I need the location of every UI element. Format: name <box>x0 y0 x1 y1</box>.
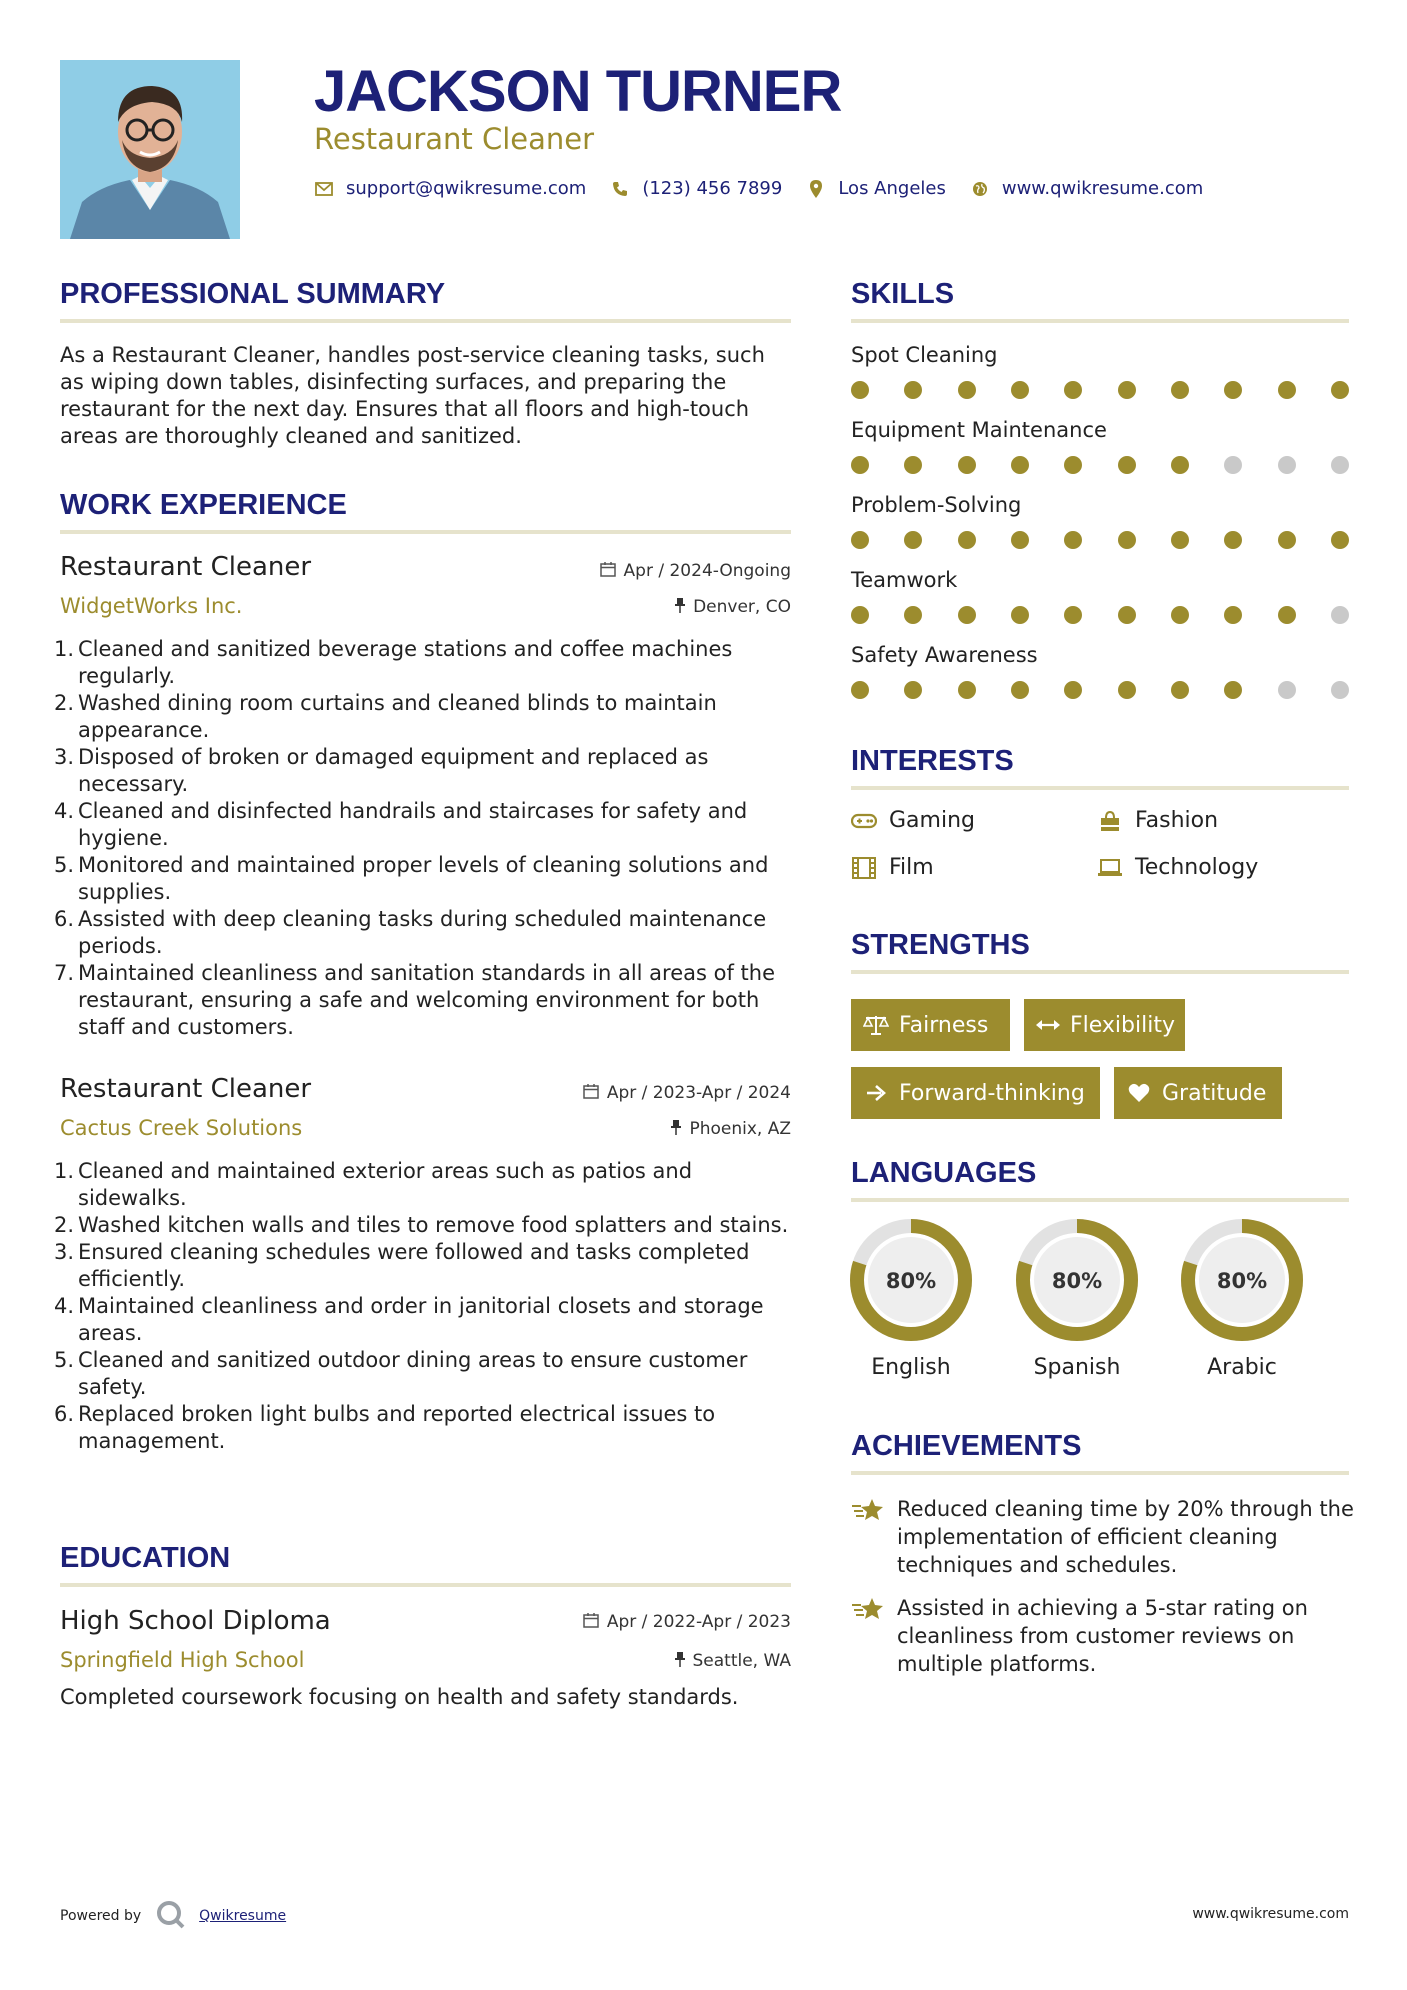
job-date-text: Apr / 2024-Ongoing <box>623 561 791 581</box>
rating-dot-filled <box>1011 606 1029 624</box>
education-school: Springfield High School <box>60 1648 305 1672</box>
candidate-role: Restaurant Cleaner <box>314 122 595 156</box>
envelope-icon <box>314 182 334 196</box>
rating-dot-filled <box>851 681 869 699</box>
rating-dot-filled <box>1278 606 1296 624</box>
rating-dot-filled <box>1171 456 1189 474</box>
job-location <box>671 1119 791 1139</box>
list-item: 2. Washed kitchen walls and tiles to remove food splatters and stains. <box>54 1213 789 1237</box>
job-bullets <box>54 1158 800 1455</box>
interests-heading: INTERESTS <box>851 745 1014 777</box>
list-item: 4. Cleaned and disinfected handrails and staircases for safety and hygiene. <box>54 799 748 850</box>
language-name: Spanish <box>1033 1355 1121 1380</box>
language-name: Arabic <box>1207 1355 1277 1380</box>
contact-phone[interactable]: (123) 456 7899 <box>642 178 783 199</box>
shooting-star-icon <box>851 1594 885 1678</box>
rating-dot-filled <box>1224 531 1242 549</box>
rating-dot-filled <box>904 531 922 549</box>
achievement-text: Assisted in achieving a 5-star rating on cleanliness from customer reviews on multiple platforms. <box>897 1596 1308 1676</box>
language-gauge <box>849 1218 973 1342</box>
brand-link[interactable]: Qwikresume <box>199 1908 287 1924</box>
rating-dot-filled <box>1011 681 1029 699</box>
rating-dot-filled <box>1331 531 1349 549</box>
skill-rating <box>851 531 1349 549</box>
candidate-name: JACKSON TURNER <box>314 59 842 124</box>
list-item: 1. Cleaned and sanitized beverage stations and coffee machines regularly. <box>54 637 733 688</box>
rating-dot-empty <box>1331 606 1349 624</box>
rating-dot-filled <box>851 381 869 399</box>
job-location <box>675 597 791 617</box>
job-date-text: Apr / 2023-Apr / 2024 <box>606 1083 791 1103</box>
skills-heading: SKILLS <box>851 278 955 310</box>
film-icon <box>851 857 877 879</box>
strength-label: Fairness <box>899 1012 989 1038</box>
rating-dot-filled <box>1278 381 1296 399</box>
rating-dot-filled <box>1011 531 1029 549</box>
rating-dot-filled <box>904 381 922 399</box>
contact-email[interactable]: support@qwikresume.com <box>346 178 587 199</box>
list-item: 2. Washed dining room curtains and cleaned blinds to maintain appearance. <box>54 691 717 742</box>
language-name: English <box>871 1355 951 1380</box>
skill-name: Safety Awareness <box>851 643 1038 667</box>
language-gauge-chart <box>849 1218 973 1342</box>
balance-scale-icon <box>863 1014 889 1036</box>
contact-bar <box>314 178 1227 199</box>
rating-dot-filled <box>1278 531 1296 549</box>
profile-photo <box>60 60 240 239</box>
calendar-icon <box>583 1083 599 1103</box>
education-rule <box>60 1583 791 1587</box>
achievement-item <box>851 1594 1361 1678</box>
experience-heading: WORK EXPERIENCE <box>60 489 347 521</box>
contact-website[interactable]: www.qwikresume.com <box>1001 178 1204 199</box>
achievements-rule <box>851 1471 1349 1475</box>
interests-rule <box>851 786 1349 790</box>
rating-dot-filled <box>958 606 976 624</box>
skill-name: Teamwork <box>851 568 958 592</box>
skill-rating <box>851 681 1349 699</box>
gauge-percent-label: 80% <box>885 1269 937 1293</box>
job-location-text: Phoenix, AZ <box>689 1119 791 1139</box>
rating-dot-filled <box>1118 681 1136 699</box>
skill-rating <box>851 381 1349 399</box>
rating-dot-filled <box>1118 381 1136 399</box>
rating-dot-filled <box>1118 531 1136 549</box>
language-gauge <box>1015 1218 1139 1342</box>
interest-label: Technology <box>1135 855 1259 880</box>
rating-dot-filled <box>1118 456 1136 474</box>
education-location-text: Seattle, WA <box>692 1651 791 1671</box>
rating-dot-filled <box>1224 381 1242 399</box>
rating-dot-filled <box>1118 606 1136 624</box>
languages-rule <box>851 1198 1349 1202</box>
strength-label: Forward-thinking <box>899 1080 1085 1106</box>
education-degree: High School Diploma <box>60 1606 331 1636</box>
rating-dot-empty <box>1278 681 1296 699</box>
rating-dot-filled <box>904 456 922 474</box>
rating-dot-filled <box>958 456 976 474</box>
education-text: Completed coursework focusing on health and safety standards. <box>60 1685 739 1709</box>
strength-label: Gratitude <box>1162 1080 1267 1106</box>
education-date-text: Apr / 2022-Apr / 2023 <box>606 1612 791 1632</box>
job-title: Restaurant Cleaner <box>60 552 312 582</box>
achievement-text: Reduced cleaning time by 20% through the implementation of efficient cleaning techniques and schedules. <box>897 1497 1354 1577</box>
rating-dot-empty <box>1224 456 1242 474</box>
job-date <box>583 1083 791 1103</box>
skill-name: Equipment Maintenance <box>851 418 1107 442</box>
education-date <box>583 1612 791 1632</box>
shooting-star-icon <box>851 1495 885 1579</box>
list-item: 3. Ensured cleaning schedules were followed and tasks completed efficiently. <box>54 1240 750 1291</box>
languages-heading: LANGUAGES <box>851 1157 1037 1189</box>
rating-dot-filled <box>904 606 922 624</box>
rating-dot-empty <box>1331 681 1349 699</box>
interest-fashion <box>1097 808 1218 833</box>
achievements-heading: ACHIEVEMENTS <box>851 1430 1082 1462</box>
job-bullets <box>54 636 800 1041</box>
shopping-bag-icon <box>1097 810 1123 832</box>
rating-dot-filled <box>1064 531 1082 549</box>
rating-dot-filled <box>1224 681 1242 699</box>
rating-dot-filled <box>1171 531 1189 549</box>
summary-heading: PROFESSIONAL SUMMARY <box>60 278 446 310</box>
globe-icon <box>970 181 990 197</box>
powered-by-label: Powered by <box>60 1908 142 1924</box>
heart-icon <box>1126 1083 1152 1103</box>
gauge-percent-label: 80% <box>1051 1269 1103 1293</box>
rating-dot-filled <box>1064 381 1082 399</box>
calendar-icon <box>600 561 616 581</box>
interest-technology <box>1097 855 1258 880</box>
interest-gaming <box>851 808 975 833</box>
list-item: 5. Cleaned and sanitized outdoor dining areas to ensure customer safety. <box>54 1348 748 1399</box>
list-item: 6. Replaced broken light bulbs and reported electrical issues to management. <box>54 1402 716 1453</box>
rating-dot-filled <box>904 681 922 699</box>
list-item: 5. Monitored and maintained proper levels of cleaning solutions and supplies. <box>54 853 769 904</box>
qwikresume-logo-icon <box>155 1899 185 1933</box>
profile-photo-illustration <box>60 60 240 239</box>
arrows-horizontal-icon <box>1036 1019 1060 1031</box>
job-location-text: Denver, CO <box>693 597 791 617</box>
interest-film <box>851 855 934 880</box>
strength-tag-flexibility <box>1024 999 1185 1051</box>
achievement-item <box>851 1495 1361 1579</box>
arrow-right-icon <box>863 1084 889 1102</box>
list-item: 1. Cleaned and maintained exterior areas such as patios and sidewalks. <box>54 1159 693 1210</box>
skills-rule <box>851 319 1349 323</box>
rating-dot-filled <box>1171 381 1189 399</box>
job-title: Restaurant Cleaner <box>60 1074 312 1104</box>
list-item: 6. Assisted with deep cleaning tasks during scheduled maintenance periods. <box>54 907 767 958</box>
strength-tag-fairness <box>851 999 1010 1051</box>
list-item: 3. Disposed of broken or damaged equipment and replaced as necessary. <box>54 745 709 796</box>
rating-dot-filled <box>1331 381 1349 399</box>
rating-dot-filled <box>958 381 976 399</box>
language-gauge <box>1180 1218 1304 1342</box>
interest-label: Film <box>889 855 934 880</box>
strength-tag-gratitude <box>1114 1067 1282 1119</box>
skill-name: Spot Cleaning <box>851 343 998 367</box>
rating-dot-filled <box>958 681 976 699</box>
education-heading: EDUCATION <box>60 1542 231 1574</box>
job-date <box>600 561 791 581</box>
language-gauge-chart <box>1015 1218 1139 1342</box>
gauge-percent-label: 80% <box>1216 1269 1268 1293</box>
calendar-icon <box>583 1612 599 1632</box>
rating-dot-filled <box>1171 606 1189 624</box>
rating-dot-filled <box>1171 681 1189 699</box>
gamepad-icon <box>851 813 877 829</box>
experience-rule <box>60 530 791 534</box>
language-gauge-chart <box>1180 1218 1304 1342</box>
education-location <box>675 1651 792 1671</box>
job-company: Cactus Creek Solutions <box>60 1116 303 1140</box>
rating-dot-filled <box>851 456 869 474</box>
rating-dot-filled <box>1064 606 1082 624</box>
footer-powered-by <box>60 1899 286 1933</box>
contact-location: Los Angeles <box>838 178 946 199</box>
footer-website[interactable]: www.qwikresume.com <box>1192 1906 1349 1922</box>
job-company: WidgetWorks Inc. <box>60 594 243 618</box>
skill-rating <box>851 606 1349 624</box>
summary-text: As a Restaurant Cleaner, handles post-service cleaning tasks, such as wiping down tables, disinfecting surfaces, and preparing the restaurant for the next day. Ensures that all floors and high-touch areas are thoroughly cleaned and sanitized. <box>60 343 765 448</box>
rating-dot-filled <box>851 606 869 624</box>
pushpin-icon <box>675 1652 685 1671</box>
list-item: 7. Maintained cleanliness and sanitation standards in all areas of the restaurant, ensuring a safe and welcoming environment for both staff and customers. <box>54 961 775 1039</box>
pushpin-icon <box>671 1120 681 1139</box>
rating-dot-empty <box>1278 456 1296 474</box>
rating-dot-filled <box>958 531 976 549</box>
strength-label: Flexibility <box>1070 1012 1175 1038</box>
list-item: 4. Maintained cleanliness and order in janitorial closets and storage areas. <box>54 1294 764 1345</box>
rating-dot-filled <box>1224 606 1242 624</box>
summary-rule <box>60 319 791 323</box>
laptop-icon <box>1097 859 1123 877</box>
rating-dot-empty <box>1331 456 1349 474</box>
strengths-heading: STRENGTHS <box>851 929 1030 961</box>
rating-dot-filled <box>1011 456 1029 474</box>
skill-name: Problem-Solving <box>851 493 1022 517</box>
pushpin-icon <box>675 598 685 617</box>
rating-dot-filled <box>851 531 869 549</box>
strengths-rule <box>851 970 1349 974</box>
rating-dot-filled <box>1011 381 1029 399</box>
phone-icon <box>610 181 630 197</box>
rating-dot-filled <box>1064 681 1082 699</box>
interest-label: Fashion <box>1135 808 1219 833</box>
rating-dot-filled <box>1064 456 1082 474</box>
strength-tag-forward-thinking <box>851 1067 1100 1119</box>
interest-label: Gaming <box>889 808 975 833</box>
skill-rating <box>851 456 1349 474</box>
map-marker-icon <box>806 180 826 198</box>
